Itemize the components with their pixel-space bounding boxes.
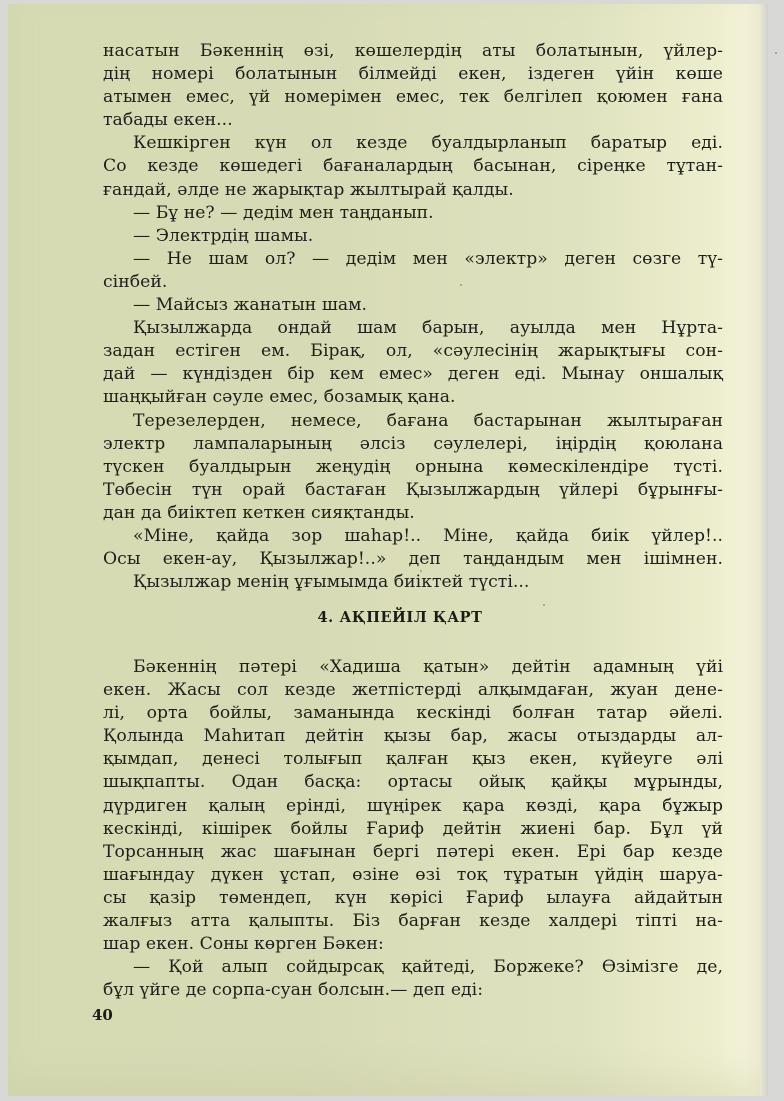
text-line: шағындау дүкен ұстап, өзіне өзі тоқ тұратын үйдің шаруа- — [103, 864, 723, 885]
text-line: дүрдиген қалың ерінді, шүңірек қара көзді, қара бұжыр — [103, 795, 723, 816]
text-line: Қызылжарда ондай шам барын, ауылда мен Нұрта- — [133, 318, 723, 339]
print-speck — [543, 604, 545, 606]
page-edge — [760, 4, 768, 1096]
text-line: дің номері болатынын білмейді екен, іздеген үйін көше — [103, 64, 723, 85]
text-line: шаңқыйған сәуле емес, бозамық қана. — [103, 387, 456, 408]
text-line: Бәкеннің пәтері «Хадиша қатын» дейтін адамның үйі — [133, 657, 723, 677]
text-line: Қызылжар менің ұғымымда биіктей түсті... — [133, 572, 530, 593]
page-number: 40 — [92, 1006, 113, 1024]
text-line: — Майсыз жанатын шам. — [133, 295, 368, 316]
text-line: ғандай, әлде не жарықтар жылтырай қалды. — [103, 179, 514, 200]
text-line: Қолында Маһитап дейтін қызы бар, жасы отыздарды ал- — [103, 726, 723, 747]
text-line: кескінді, кішірек бойлы Ғариф дейтін жиені бар. Бұл үй — [103, 818, 723, 839]
print-speck — [460, 284, 462, 286]
print-speck — [420, 570, 422, 572]
text-line: насатын Бәкеннің өзі, көшелердің аты болатынын, үйлер- — [103, 41, 723, 61]
text-line: — Бұ не? — дедім мен таңданып. — [133, 202, 434, 223]
print-speck — [775, 52, 777, 54]
text-line: электр лампаларының әлсіз сәулелері, іңірдің қоюлана — [103, 433, 723, 454]
text-line: Төбесін түн орай бастаған Қызылжардың үйлері бұрынғы- — [103, 479, 723, 500]
text-line: шар екен. Соны көрген Бәкен: — [103, 934, 384, 955]
text-line: екен. Жасы сол кезде жетпістерді алқымдаған, жуан дене- — [103, 680, 723, 701]
text-line: бұл үйге де сорпа-суан болсын.— деп еді: — [103, 980, 484, 1001]
text-line: Кешкірген күн ол кезде буалдырланып баратыр еді. — [133, 133, 723, 154]
text-line: шықпапты. Одан басқа: ортасы ойық қайқы мұрынды, — [103, 772, 723, 793]
text-line: атымен емес, үй номерімен емес, тек белгілеп қоюмен ғана — [103, 87, 723, 108]
text-line: Со кезде көшедегі бағаналардың басынан, сіреңке тұтан- — [103, 156, 723, 177]
section-2-body — [103, 656, 723, 1002]
text-line: «Міне, қайда зор шаһар!.. Міне, қайда биік үйлер!.. — [133, 525, 723, 546]
book-page — [8, 4, 768, 1096]
text-line: Торсанның жас шағынан бергі пәтері екен. Ері бар кезде — [103, 841, 723, 862]
text-line: табады екен... — [103, 110, 233, 131]
text-line: Осы екен-ау, Қызылжар!..» деп таңдандым мен ішімнен. — [103, 549, 723, 570]
text-line: задан естіген ем. Бірақ, ол, «сәулесінің жарықтығы сон- — [103, 341, 723, 362]
text-line: түскен буалдырын жеңудің орнына көмескілендіре түсті. — [103, 456, 723, 477]
text-line: жалғыз атта қалыпты. Біз барған кезде халдері тіпті на- — [103, 911, 723, 932]
text-line: лі, орта бойлы, заманында кескінді болған татар әйелі. — [103, 703, 723, 724]
chapter-heading: 4. АҚПЕЙІЛ ҚАРТ — [317, 609, 483, 626]
text-line: сы қазір төмендеп, күн көрісі Ғариф ылауға айдайтын — [103, 887, 723, 908]
text-line: Терезелерден, немесе, бағана бастарынан жылтыраған — [133, 410, 723, 431]
text-line: дай — күндізден бір кем емес» деген еді. Мынау оншалық — [103, 364, 723, 385]
section-1-body — [103, 40, 723, 594]
text-line: — Не шам ол? — дедім мен «электр» деген сөзге тү- — [133, 248, 723, 269]
text-line: дан да биіктеп кеткен сияқтанды. — [103, 502, 415, 523]
text-line: — Электрдің шамы. — [133, 225, 314, 246]
text-line: — Қой алып сойдырсақ қайтеді, Боржеке? Өзімізге де, — [133, 957, 723, 978]
text-line: қымдап, денесі толығып қалған қыз екен, күйеуге әлі — [103, 749, 723, 770]
text-line: сінбей. — [103, 271, 168, 292]
